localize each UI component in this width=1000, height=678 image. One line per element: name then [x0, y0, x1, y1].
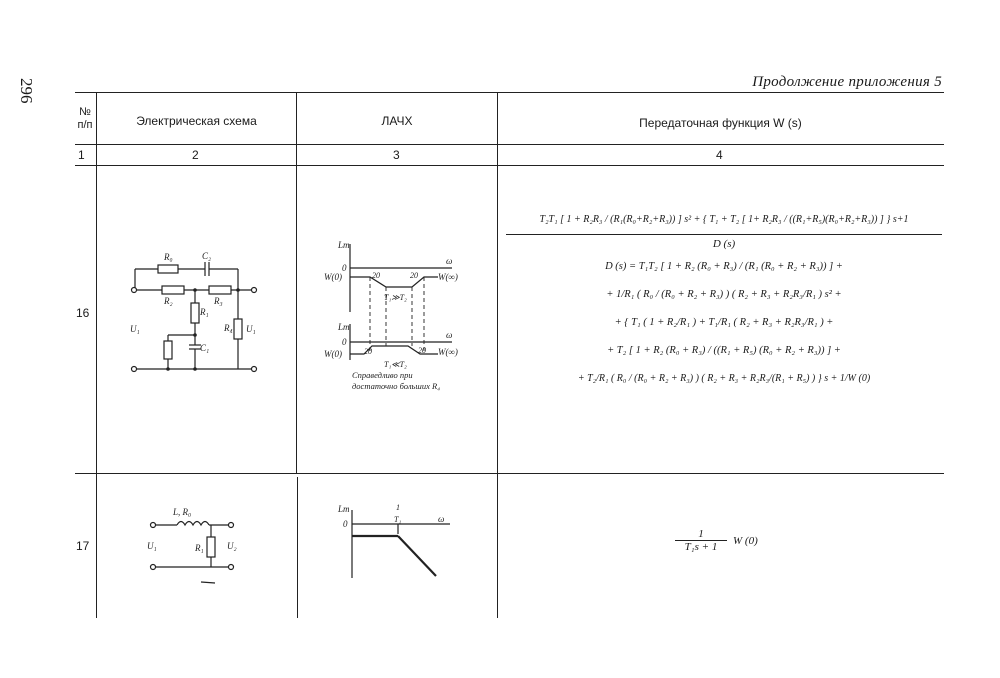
row-16-number: 16: [76, 306, 90, 320]
lachx-omega-top: ω: [446, 256, 453, 266]
lachx-slope-b-bot: 20: [418, 346, 426, 355]
formula-line-d1: D (s) = T₁T₂ [ 1 + R₂ (R₀ + R₃) / (R₁ (R₀ + R₂ + R₃)) ] +: [605, 261, 843, 272]
col-number-2: 2: [192, 148, 199, 162]
lachx-plot-17: [330, 500, 470, 585]
formula-row-16: [506, 206, 942, 393]
formula-line-d4: + T₂ [ 1 + R₂ (R₀ + R₃) / ((R₁ + R₅) (R₀ + R₂ + R₃)) ] +: [607, 345, 841, 356]
label-u-out: U₁: [246, 324, 256, 334]
label-u-in: U₁: [130, 324, 140, 334]
label-r2: R₂: [164, 296, 173, 306]
header-lachx: ЛАЧХ: [381, 114, 413, 128]
formula-row-17: [675, 528, 758, 553]
header-scheme: Электрическая схема: [136, 114, 257, 128]
lachx-zero-bot: 0: [342, 337, 347, 347]
formula17-numerator: 1: [698, 528, 704, 540]
label-u2-17: U₂: [227, 541, 237, 551]
lachx17-one: 1: [396, 503, 400, 512]
formula-line-d5: + T₂/R₁ ( R₀ / (R₀ + R₂ + R₃) ) ( R₂ + R₃ + R₂R₃/(R₁ + R₅) ) } s + 1/W (0): [577, 373, 871, 384]
lachx17-lm: Lm: [338, 504, 350, 514]
header-transfer: Передаточная функция W (s): [639, 116, 802, 130]
lachx-cond-top: T₁≫T₂: [384, 293, 407, 302]
formula17-tail: W (0): [733, 534, 758, 547]
formula-line-d2: + 1/R₁ ( R₀ / (R₀ + R₂ + R₃) ) ( R₂ + R₃ + R₂R₃/R₁ ) s² +: [606, 289, 842, 300]
lachx-note-2: достаточно больших R₄: [352, 381, 441, 391]
col-number-3: 3: [393, 148, 400, 162]
label-r3: R₃: [214, 296, 223, 306]
circuit-diagram-16: [120, 245, 280, 380]
lachx17-zero: 0: [343, 519, 348, 529]
formula-denominator: D (s): [712, 238, 736, 250]
lachx-omega-bot: ω: [446, 330, 453, 340]
lachx17-t1: T₁: [394, 515, 402, 524]
lachx-w0-bot: W(0): [324, 349, 342, 359]
lachx17-omega: ω: [438, 514, 445, 524]
lachx-cond-bot: T₁≪T₂: [384, 360, 407, 369]
lachx-plot-16: [322, 232, 482, 402]
label-c2: C₂: [202, 251, 212, 261]
label-u1-17: U₁: [147, 541, 157, 551]
formula17-denominator: T₁s + 1: [684, 541, 718, 553]
label-r0: R₀: [164, 252, 173, 262]
label-c1: C₁: [200, 343, 210, 353]
col-number-4: 4: [716, 148, 723, 162]
col-number-1: 1: [78, 148, 85, 162]
header-num: № п/п: [77, 106, 93, 131]
lachx-lm-top: Lm: [338, 240, 350, 250]
circuit-diagram-17: [145, 505, 250, 585]
page-number: 296: [17, 78, 36, 104]
label-l-r0: L, R₀: [173, 507, 192, 517]
row-17-number: 17: [76, 539, 90, 553]
label-r4: R₄: [224, 323, 233, 333]
label-r1-17: R₁: [195, 543, 204, 553]
lachx-lm-bot: Lm: [338, 322, 350, 332]
lachx-note-1: Справедливо при: [352, 370, 413, 380]
lachx-slope-a-bot: 20: [364, 347, 372, 356]
label-r1: R₁: [200, 307, 209, 317]
formula-numerator: T₂T₁ [ 1 + R₂R₃ / (R₁(R₀+R₂+R₃)) ] s² + { T₁ + T₂ [ 1+ R₂R₃ / ((R₁+R₅)(R₀+R₂+R₃)) ] } s+1: [539, 214, 909, 225]
continuation-title: Продолжение приложения 5: [752, 74, 942, 90]
lachx-slope-b-top: 20: [410, 271, 418, 280]
lachx-winf-top: W(∞): [438, 272, 458, 282]
lachx-w0-top: W(0): [324, 272, 342, 282]
lachx-slope-a-top: 20: [372, 271, 380, 280]
lachx-winf-bot: W(∞): [438, 347, 458, 357]
lachx-zero-top: 0: [342, 263, 347, 273]
formula-line-d3: + { T₁ ( 1 + R₂/R₁ ) + T₁/R₁ ( R₂ + R₃ + R₂R₃/R₁ ) +: [614, 317, 834, 328]
